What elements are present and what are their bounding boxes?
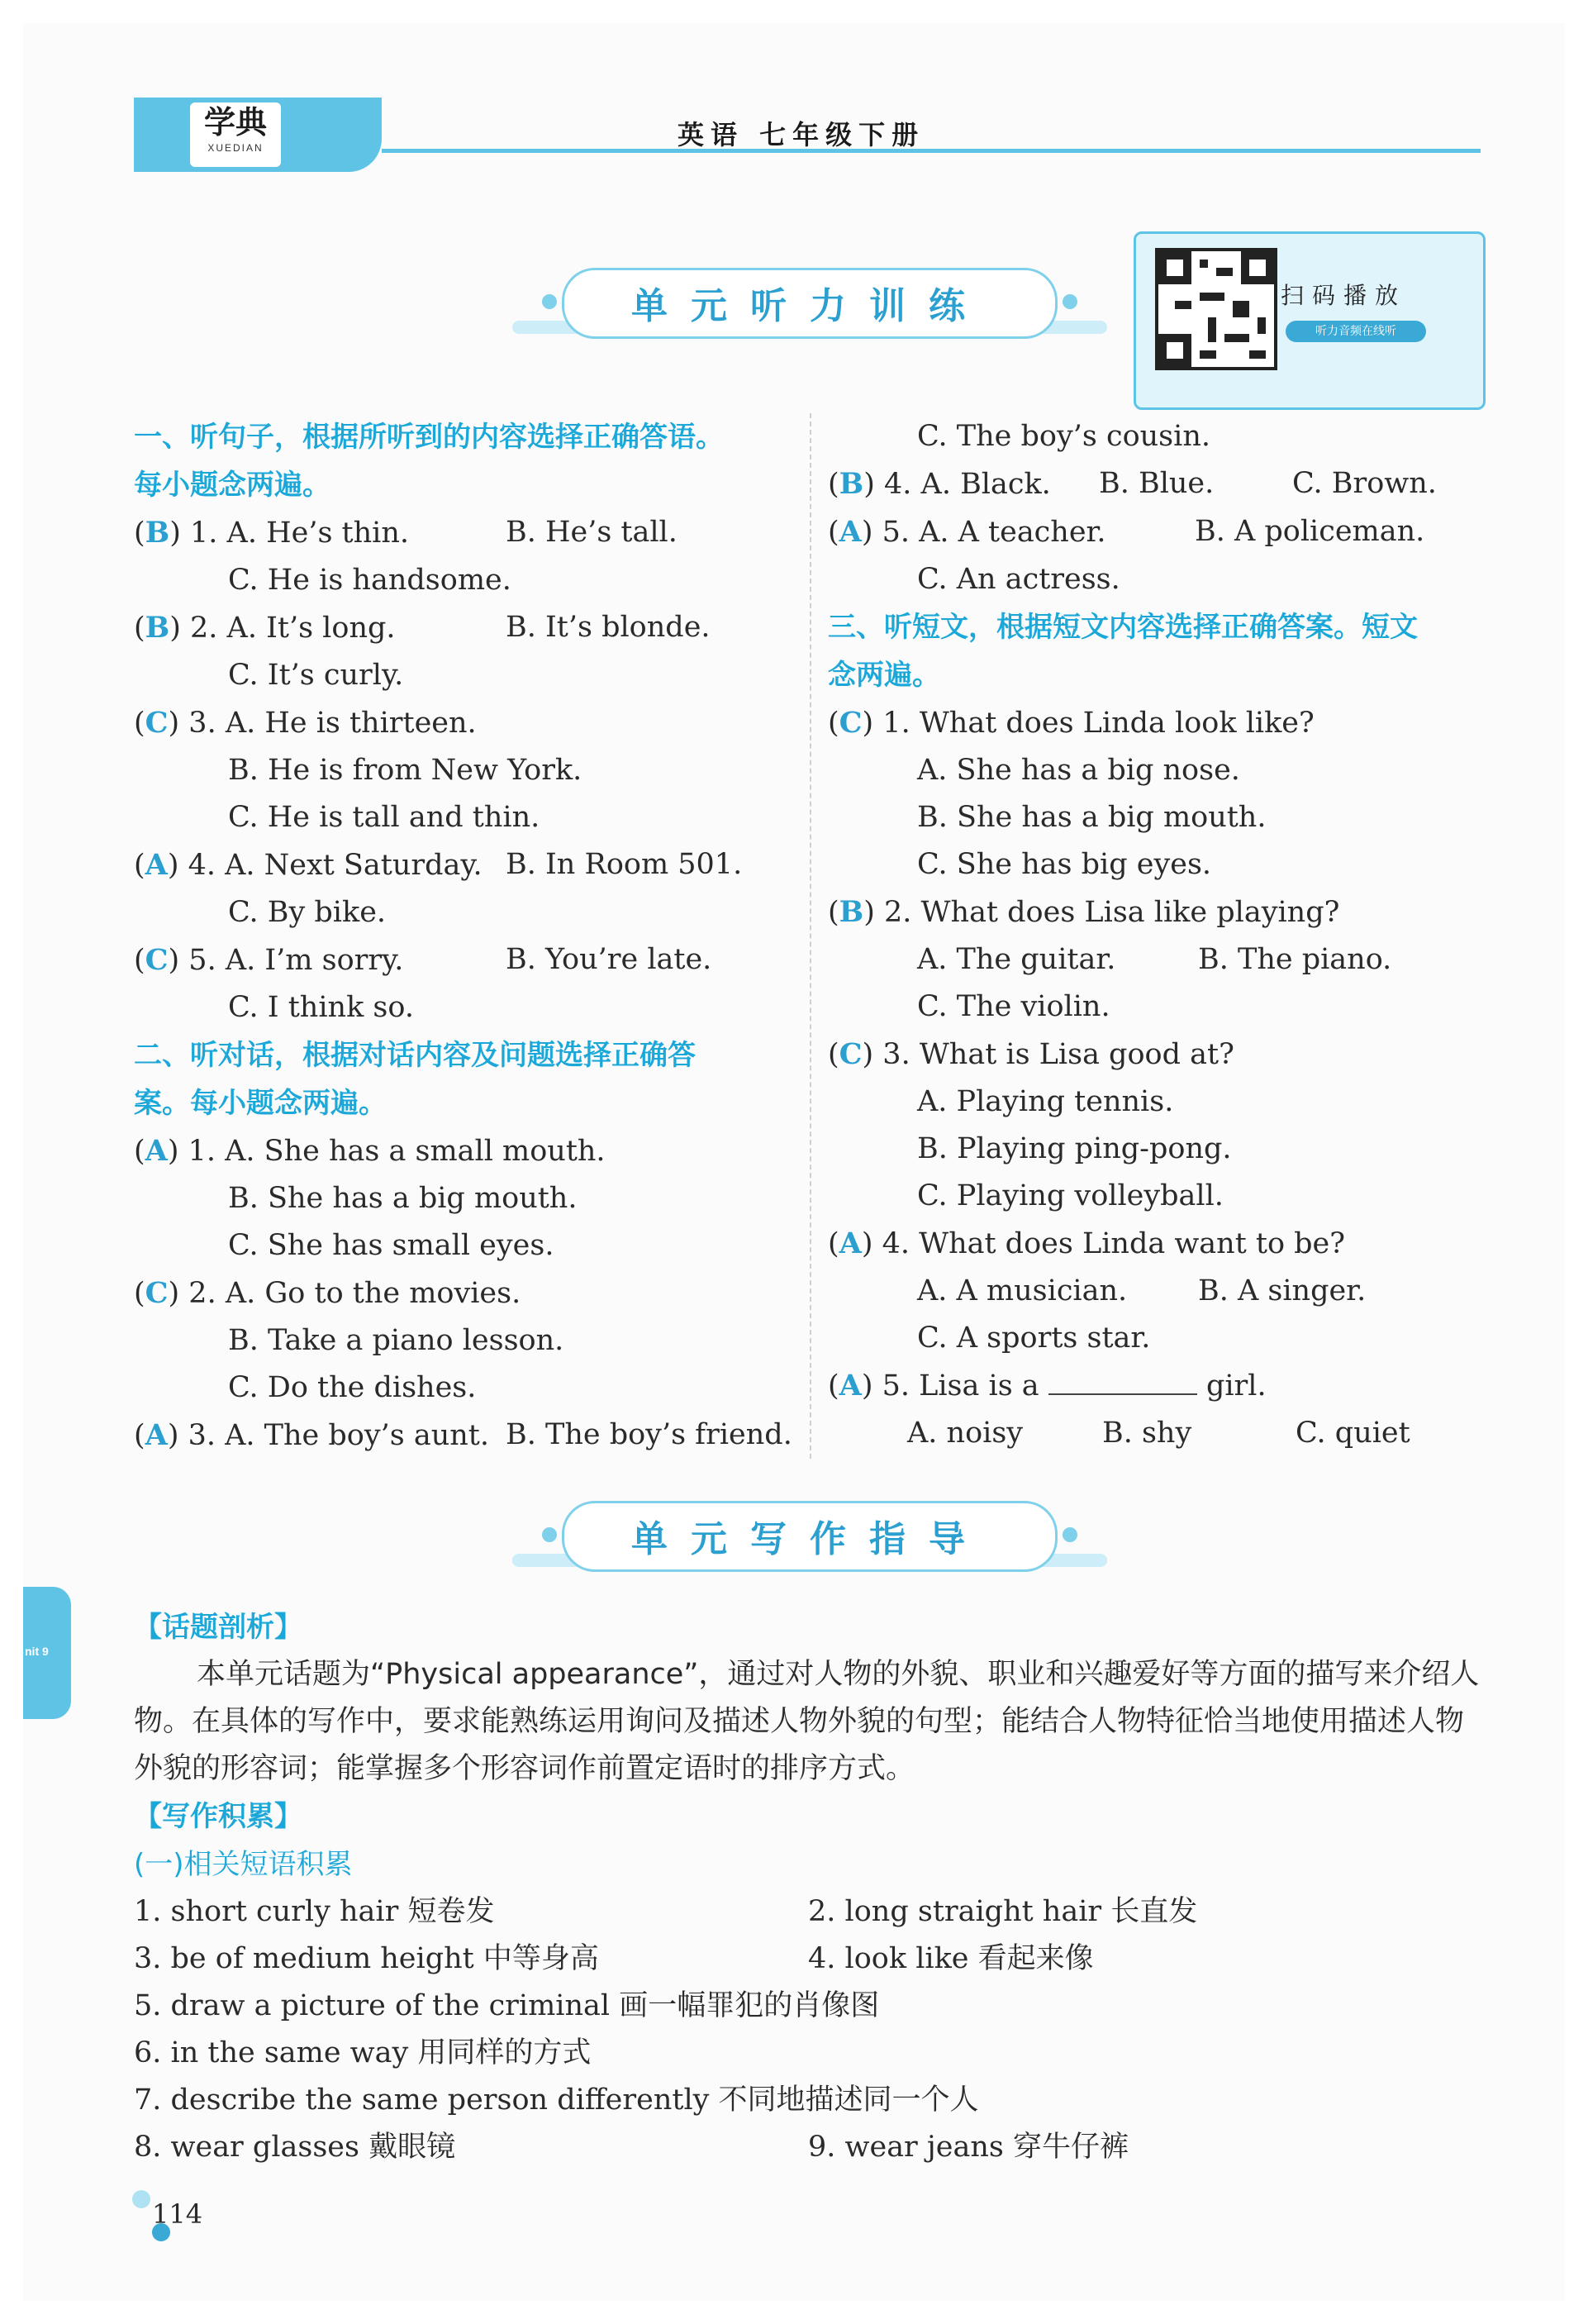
option-line: C. She has small eyes. (228, 1229, 554, 1262)
phrase-row: 7. describe the same person differently 不同地描述同一个人 (134, 2084, 979, 2117)
writing-section (134, 1603, 1489, 2171)
option-line: A. A musician. B. A singer. (917, 1274, 1367, 1307)
option-line: A. Playing tennis. (917, 1085, 1174, 1118)
option-line: A. The guitar. B. The piano. (917, 943, 1392, 976)
option-line: A. noisy B. shy C. quiet (907, 1417, 1410, 1450)
option-line: B. He is from New York. (228, 754, 582, 787)
option-line: B. She has a big mouth. (228, 1182, 578, 1215)
question-item: (C) 3. What is Lisa good at? (828, 1037, 1234, 1071)
question-item: (A) 5. A. A teacher. B. A policeman. (828, 515, 1425, 549)
part1-heading: 一、听句子，根据所听到的内容选择正确答语。 每小题念两遍。 (134, 421, 724, 502)
option-line: C. The boy’s cousin. (917, 420, 1211, 453)
phrase-row: 6. in the same way 用同样的方式 (134, 2036, 592, 2069)
question-item: (C) 2. A. Go to the movies. (134, 1276, 521, 1310)
topic-heading: 【话题剖析】 (134, 1611, 302, 1644)
option-line: C. It’s curly. (228, 659, 404, 692)
qr-pattern (1158, 251, 1274, 367)
part2-heading: 二、听对话，根据对话内容及问题选择正确答 案。每小题念两遍。 (134, 1039, 696, 1120)
book-title: 英语 七年级下册 (678, 119, 925, 150)
writing-banner (512, 1496, 1107, 1587)
question-item: (A) 5. Lisa is a girl. (828, 1369, 1267, 1402)
part3-heading: 三、听短文，根据短文内容选择正确答案。短文 念两遍。 (828, 611, 1418, 692)
option-line: C. I think so. (228, 991, 414, 1024)
accumulation-heading: 【写作积累】 (134, 1800, 302, 1833)
qr-sublabel: 听力音频在线听 (1286, 321, 1426, 342)
listening-banner (512, 263, 1107, 354)
unit-side-label: nit 9 (25, 1645, 49, 1658)
right-column (828, 413, 1489, 1457)
question-item: (C) 5. A. I’m sorry. B. You’re late. (134, 943, 712, 977)
question-item: (B) 2. A. It’s long. B. It’s blonde. (134, 611, 711, 645)
page-number: 114 (152, 2198, 203, 2230)
option-line: B. Take a piano lesson. (228, 1324, 564, 1357)
option-line: B. Playing ping-pong. (917, 1132, 1232, 1165)
question-item: (A) 1. A. She has a small mouth. (134, 1134, 606, 1168)
qr-label: 扫码播放 (1281, 282, 1407, 309)
qr-code-icon[interactable] (1155, 248, 1277, 370)
logo-text: 学典 (203, 103, 267, 140)
phrase-row: 5. draw a picture of the criminal 画一幅罪犯的肖像图 (134, 1989, 880, 2022)
listening-banner-title: 单元听力训练 (631, 285, 988, 327)
option-line: C. An actress. (917, 563, 1120, 596)
question-item: (B) 2. What does Lisa like playing? (828, 895, 1340, 929)
question-item: (B) 1. A. He’s thin. B. He’s tall. (134, 516, 678, 550)
option-line: C. The violin. (917, 990, 1110, 1023)
question-item: (B) 4. A. Black. B. Blue. C. Brown. (828, 467, 1437, 501)
option-line: C. By bike. (228, 896, 387, 929)
option-line: C. She has big eyes. (917, 848, 1212, 881)
option-line: C. He is handsome. (228, 564, 511, 597)
left-column (134, 413, 803, 1460)
topic-paragraph: 本单元话题为“Physical appearance”，通过对人物的外貌、职业和兴趣爱好等方面的描写来介绍人物。在具体的写作中，要求能熟练运用询问及描述人物外貌的句型；能结合人物特征恰当地使用描述人物外貌的形容词；能掌握多个形容词作前置定语时的排序方式。 (134, 1658, 1480, 1785)
question-item: (A) 4. What does Linda want to be? (828, 1226, 1346, 1260)
logo (188, 101, 283, 169)
option-line: C. A sports star. (917, 1322, 1151, 1355)
question-item: (A) 3. A. The boy’s aunt. B. The boy’s friend. (134, 1418, 792, 1452)
answer-blank[interactable] (1048, 1369, 1197, 1395)
question-item: (C) 1. What does Linda look like? (828, 706, 1315, 740)
option-line: C. Do the dishes. (228, 1371, 477, 1404)
decorative-dot-icon (132, 2190, 150, 2208)
logo-subtext: XUEDIAN (207, 142, 264, 154)
phrase-row: 1. short curly hair 短卷发 2. long straight hair 长直发 (134, 1895, 1198, 1928)
writing-banner-title: 单元写作指导 (631, 1518, 988, 1560)
question-item: (C) 3. A. He is thirteen. (134, 706, 477, 740)
phrase-row: 8. wear glasses 戴眼镜 9. wear jeans 穿牛仔裤 (134, 2131, 1129, 2164)
column-divider (810, 413, 811, 1459)
question-item: (A) 4. A. Next Saturday. B. In Room 501. (134, 848, 743, 882)
option-line: C. Playing volleyball. (917, 1179, 1224, 1212)
option-line: B. She has a big mouth. (917, 801, 1267, 834)
option-line: C. He is tall and thin. (228, 801, 540, 834)
phrases-subheading: (一)相关短语积累 (134, 1848, 353, 1881)
phrase-row: 3. be of medium height 中等身高 4. look like 看起来像 (134, 1942, 1094, 1975)
option-line: A. She has a big nose. (917, 754, 1240, 787)
